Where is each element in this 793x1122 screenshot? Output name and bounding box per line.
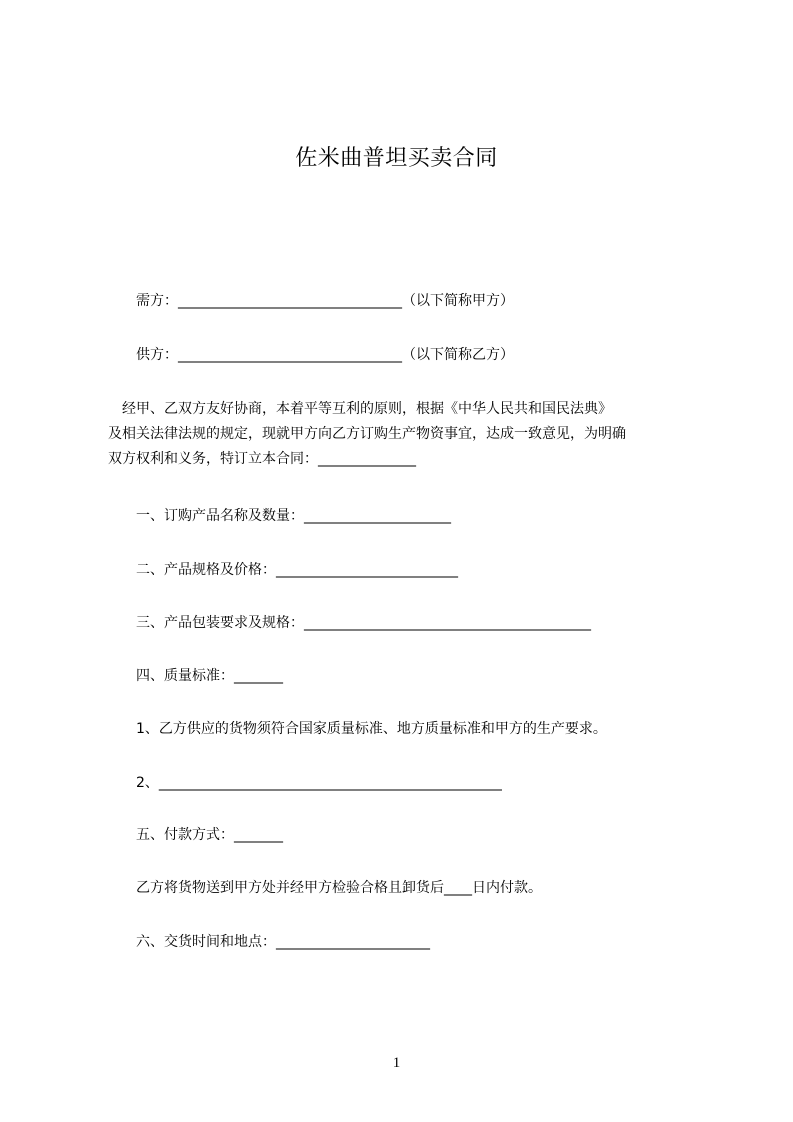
intro-line: 及相关法律法规的规定，现就甲方向乙方订购生产物资事宜，达成一致意见，为明确 <box>108 426 626 442</box>
quality-item-1: 1、乙方供应的货物须符合国家质量标准、地方质量标准和甲方的生产要求。 <box>136 721 607 737</box>
page-number: 1 <box>392 1055 401 1071</box>
intro-line: 双方权利和义务，特订立本合同：______________ <box>108 451 416 467</box>
document-title: 佐米曲普坦买卖合同 <box>295 146 498 171</box>
section-product-name: 一、订购产品名称及数量：_____________________ <box>136 508 451 524</box>
section-delivery: 六、交货时间和地点：______________________ <box>136 934 430 950</box>
seller-line: 供方：________________________________（以下简称乙方） <box>136 347 514 363</box>
section-packaging: 三、产品包装要求及规格：_________________________________________ <box>136 615 591 631</box>
quality-item-2: 2、_________________________________________________ <box>136 775 502 791</box>
payment-terms: 乙方将货物送到甲方处并经甲方检验合格且卸货后____日内付款。 <box>136 880 542 896</box>
section-payment: 五、付款方式：_______ <box>136 827 283 843</box>
intro-line: 经甲、乙双方友好协商，本着平等互利的原则，根据《中华人民共和国民法典》 <box>108 401 612 417</box>
section-quality: 四、质量标准：_______ <box>136 668 283 684</box>
buyer-line: 需方：________________________________（以下简称甲方） <box>136 293 514 309</box>
section-spec-price: 二、产品规格及价格：__________________________ <box>136 562 458 578</box>
intro-paragraph <box>108 397 708 472</box>
